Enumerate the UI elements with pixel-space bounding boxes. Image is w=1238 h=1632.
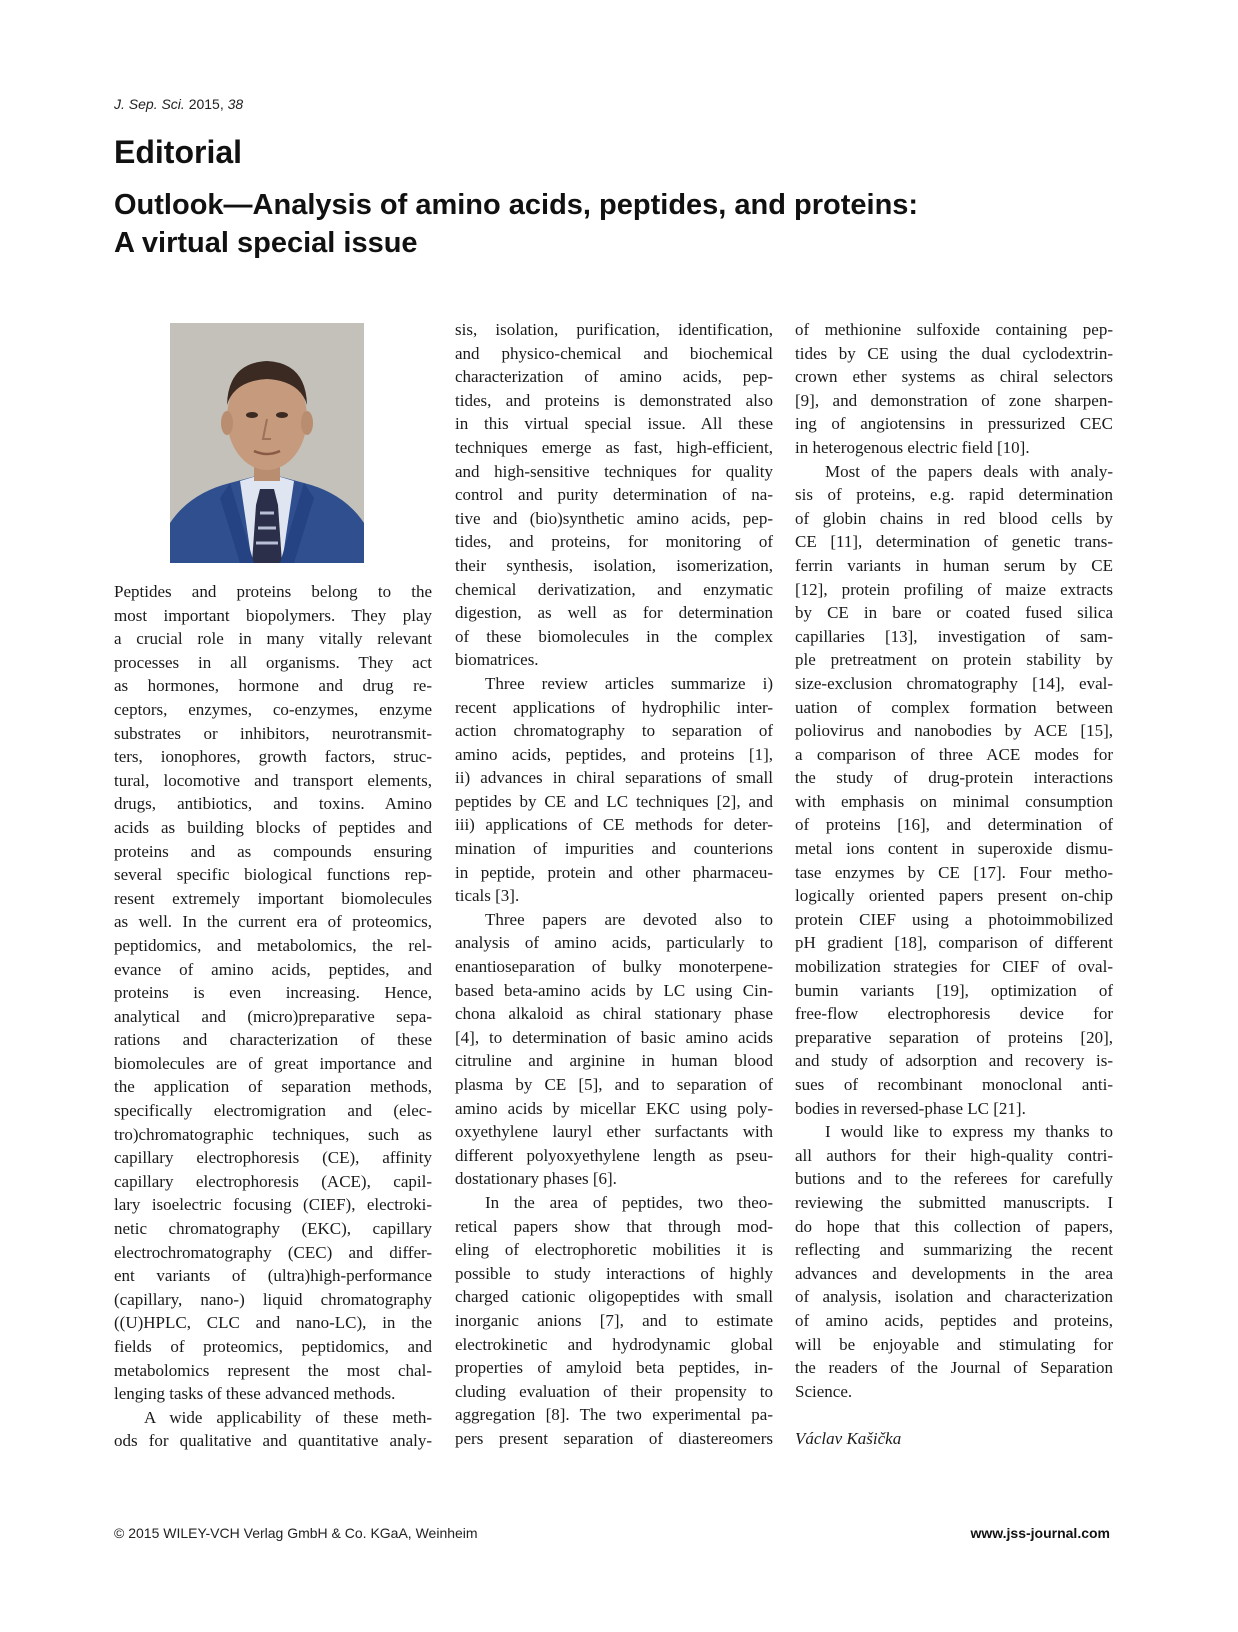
body-text-line: characterization of amino acids, pep- (455, 367, 773, 387)
body-text-line: A wide applicability of these meth- (144, 1407, 432, 1427)
body-text-line: biomatrices. (455, 650, 539, 670)
body-text-line: aggregation [8]. The two experimental pa- (455, 1405, 773, 1425)
body-text-line: capillary electrophoresis (ACE), capil- (114, 1171, 432, 1191)
body-text-line: [4], to determination of basic amino acids (455, 1027, 773, 1047)
body-text-line: in peptide, protein and other pharmaceu- (455, 862, 773, 882)
body-text-line: proteins and as compounds ensuring (114, 841, 432, 861)
body-text-line: lary isoelectric focusing (CIEF), electroki- (114, 1195, 432, 1215)
body-text-line: as hormones, hormone and drug re- (114, 676, 432, 696)
body-text-line: Peptides and proteins belong to the (114, 582, 432, 601)
body-text-line: in this virtual special issue. All these (455, 414, 773, 434)
body-text-line: Three papers are devoted also to (485, 909, 773, 929)
body-text-line: techniques emerge as fast, high-efficient, (455, 437, 773, 457)
body-text-line: fields of proteomics, peptidomics, and (114, 1337, 432, 1356)
body-text-line: poliovirus and nanobodies by ACE [15], (795, 721, 1113, 741)
body-text-line: of proteins [16], and determination of (795, 815, 1113, 835)
body-text-line: all authors for their high-quality contri- (795, 1145, 1113, 1165)
body-text-line: several specific biological functions rep- (114, 865, 432, 885)
body-text-line: peptides by CE and LC techniques [2], and (455, 791, 773, 811)
journal-name: J. Sep. Sci. (114, 96, 185, 112)
body-text-line: chona alkaloid as chiral stationary phase (455, 1004, 773, 1024)
body-text-line: enantioseparation of bulky monoterpene- (455, 957, 773, 977)
footer-journal-url[interactable]: www.jss-journal.com (970, 1525, 1110, 1541)
body-text-line: metal ions content in superoxide dismu- (795, 839, 1113, 859)
body-text-line: electrokinetic and hydrodynamic global (455, 1334, 773, 1354)
body-text-line: tive and (bio)synthetic amino acids, pep- (455, 508, 773, 528)
body-text-line: control and purity determination of na- (455, 485, 773, 505)
text-column-3 (795, 318, 1113, 1451)
body-text-line: oxyethylene lauryl ether surfactants with (455, 1122, 773, 1142)
body-text-line: reflecting and summarizing the recent (795, 1240, 1113, 1260)
body-text-line: drugs, antibiotics, and toxins. Amino (114, 794, 432, 814)
body-text-line: ferrin variants in human serum by CE (795, 555, 1113, 575)
body-text-line: chemical derivatization, and enzymatic (455, 579, 773, 599)
body-text-line: iii) applications of CE methods for deter- (455, 815, 773, 835)
body-text-line: pH gradient [18], comparison of different (795, 933, 1113, 953)
body-text-line: as well. In the current era of proteomics, (114, 912, 432, 932)
body-text-line: of analysis, isolation and characterization (795, 1287, 1113, 1307)
body-text-line: dostationary phases [6]. (455, 1169, 617, 1189)
body-text-line: In the area of peptides, two theo- (485, 1192, 773, 1212)
body-text-line: analytical and (micro)preparative sepa- (114, 1006, 432, 1026)
body-text-line: cluding evaluation of their propensity to (455, 1381, 773, 1401)
body-text-line: citruline and arginine in human blood (455, 1051, 773, 1071)
body-text-line: crown ether systems as chiral selectors (795, 367, 1113, 387)
body-text-line: CE [11], determination of genetic trans- (795, 532, 1113, 552)
body-text-line: mination of impurities and counterions (455, 839, 773, 859)
body-text-line: metabolomics represent the most chal- (114, 1360, 432, 1380)
body-text-line: ticals [3]. (455, 886, 520, 906)
author-photo (170, 323, 364, 563)
body-text-line: of methionine sulfoxide containing pep- (795, 320, 1113, 339)
footer-copyright: © 2015 WILEY-VCH Verlag GmbH & Co. KGaA, Weinheim (114, 1525, 478, 1541)
body-text-line: specifically electromigration and (elec- (114, 1101, 432, 1121)
journal-year: 2015, (188, 96, 224, 112)
body-text-line: protein CIEF using a photoimmobilized (795, 909, 1113, 929)
body-text-line: advances and developments in the area (795, 1263, 1113, 1283)
author-portrait-icon (170, 323, 364, 563)
body-text-line: [9], and demonstration of zone sharpen- (795, 390, 1113, 410)
body-text-line: in heterogenous electric field [10]. (795, 437, 1030, 457)
body-text-line: ing of angiotensins in pressurized CEC (795, 414, 1113, 434)
body-text-line: free-flow electrophoresis device for (795, 1004, 1113, 1024)
journal-volume: 38 (227, 96, 244, 112)
body-text-line: netic chromatography (EKC), capillary (114, 1219, 432, 1239)
body-text-line: and physico-chemical and biochemical (455, 343, 773, 363)
body-text-line: logically oriented papers present on-chip (795, 886, 1113, 906)
body-text-line: bodies in reversed-phase LC [21]. (795, 1098, 1026, 1118)
body-text-line: ods for qualitative and quantitative analy- (114, 1431, 432, 1451)
section-label: Editorial (114, 134, 243, 170)
body-text-line: and high-sensitive techniques for quality (455, 461, 773, 481)
body-text-line: the study of drug-protein interactions (795, 768, 1113, 788)
body-text-line: bumin variants [19], optimization of (795, 980, 1113, 1000)
body-text-line: [12], protein profiling of maize extracts (795, 579, 1113, 599)
body-text-line: eling of electrophoretic mobilities it is (455, 1240, 773, 1260)
body-text-line: retical papers show that through mod- (455, 1216, 773, 1236)
body-text-line: analysis of amino acids, particularly to (455, 933, 773, 953)
body-text-line: amino acids, peptides, and proteins [1], (455, 744, 773, 764)
author-signature: Václav Kašička (795, 1428, 902, 1448)
body-text-line: uation of complex formation between (795, 697, 1113, 717)
body-text-line: by CE in bare or coated fused silica (795, 603, 1113, 623)
body-text-line: the readers of the Journal of Separation (795, 1358, 1113, 1378)
body-text-line: of amino acids, peptides and proteins, (795, 1310, 1113, 1330)
body-text-line: and study of adsorption and recovery is- (795, 1051, 1113, 1071)
body-text-line: sis of proteins, e.g. rapid determination (795, 485, 1113, 505)
body-text-line: sues of recombinant monoclonal anti- (795, 1075, 1113, 1094)
body-text-line: with emphasis on minimal consumption (795, 791, 1113, 811)
body-text-line: mobilization strategies for CIEF of oval- (795, 957, 1113, 977)
body-text-line: ii) advances in chiral separations of small (455, 768, 773, 788)
body-text-line: tides, and proteins, for monitoring of (455, 532, 773, 552)
body-text-line: properties of amyloid beta peptides, in- (455, 1358, 773, 1378)
body-text-line: ceptors, enzymes, co-enzymes, enzyme (114, 699, 432, 719)
body-text-line: a crucial role in many vitally relevant (114, 629, 432, 649)
body-text-line: size-exclusion chromatography [14], eval- (795, 673, 1113, 693)
body-text-line: tro)chromatographic techniques, such as (114, 1124, 432, 1144)
body-text-line: resent extremely important biomolecules (114, 888, 432, 908)
body-text-line: tides by CE using the dual cyclodextrin- (795, 343, 1113, 363)
body-text-line: Science. (795, 1381, 853, 1401)
article-title-line-2: A virtual special issue (114, 227, 418, 259)
body-text-line: inorganic anions [7], and to estimate (455, 1310, 773, 1330)
body-text-line: processes in all organisms. They act (114, 652, 432, 672)
body-text-line: recent applications of hydrophilic inter- (455, 697, 773, 717)
article-title (114, 186, 1114, 262)
body-text-line: acids as building blocks of peptides and (114, 817, 432, 837)
body-text-line: (capillary, nano-) liquid chromatography (114, 1289, 432, 1309)
body-text-line: lenging tasks of these advanced methods. (114, 1384, 396, 1404)
body-text-line: ((U)HPLC, CLC and nano-LC), in the (114, 1313, 432, 1333)
body-text-line: ent variants of (ultra)high-performance (114, 1266, 432, 1286)
body-text-line: capillaries [13], investigation of sam- (795, 626, 1113, 646)
body-text-line: their synthesis, isolation, isomerization, (455, 555, 773, 575)
body-text-line: possible to study interactions of highly (455, 1263, 773, 1283)
body-text-line: ters, ionophores, growth factors, struc- (114, 747, 432, 767)
body-text-line: will be enjoyable and stimulating for (795, 1334, 1113, 1354)
body-text-line: butions and to the referees for carefully (795, 1169, 1113, 1189)
text-column-1 (114, 580, 432, 1453)
text-column-2 (455, 318, 773, 1451)
journal-citation (114, 96, 243, 112)
body-text-line: preparative separation of proteins [20], (795, 1027, 1113, 1047)
body-text-line: tase enzymes by CE [17]. Four metho- (795, 862, 1113, 882)
body-text-line: ple pretreatment on protein stability by (795, 650, 1113, 670)
body-text-line: capillary electrophoresis (CE), affinity (114, 1148, 432, 1168)
body-text-line: reviewing the submitted manuscripts. I (795, 1192, 1113, 1212)
body-text-line: evance of amino acids, peptides, and (114, 959, 432, 979)
body-text-line: of these biomolecules in the complex (455, 626, 773, 646)
body-text-line: do hope that this collection of papers, (795, 1216, 1113, 1236)
body-text-line: digestion, as well as for determination (455, 603, 773, 623)
body-text-line: pers present separation of diastereomers (455, 1428, 773, 1448)
body-text-line: Most of the papers deals with analy- (825, 461, 1113, 481)
body-text-line: proteins is even increasing. Hence, (114, 983, 432, 1003)
body-text-line: biomolecules are of great importance and (114, 1053, 432, 1073)
body-text-line: rations and characterization of these (114, 1030, 432, 1050)
body-text-line: amino acids by micellar EKC using poly- (455, 1098, 773, 1118)
body-text-line: electrochromatography (CEC) and differ- (114, 1242, 432, 1262)
body-text-line: charged cationic oligopeptides with small (455, 1287, 773, 1307)
body-text-line: peptidomics, and metabolomics, the rel- (114, 935, 432, 955)
body-text-line: most important biopolymers. They play (114, 605, 432, 625)
body-text-line: I would like to express my thanks to (825, 1122, 1113, 1142)
body-text-line: Three review articles summarize i) (485, 673, 773, 693)
body-text-line: tides, and proteins is demonstrated also (455, 390, 773, 410)
body-text-line: action chromatography to separation of (455, 721, 773, 741)
body-text-line: tural, locomotive and transport elements, (114, 770, 432, 790)
article-title-line-1: Outlook—Analysis of amino acids, peptides, and proteins: (114, 189, 919, 221)
body-text-line: sis, isolation, purification, identification, (455, 320, 773, 339)
body-text-line: based beta-amino acids by LC using Cin- (455, 980, 773, 1000)
body-text-line: substrates or inhibitors, neurotransmit- (114, 723, 432, 743)
body-text-line: the application of separation methods, (114, 1077, 432, 1097)
body-text-line: of globin chains in red blood cells by (795, 508, 1113, 528)
body-text-line: plasma by CE [5], and to separation of (455, 1075, 773, 1094)
body-text-line: different polyoxyethylene length as pseu- (455, 1145, 773, 1165)
body-text-line: a comparison of three ACE modes for (795, 744, 1113, 764)
